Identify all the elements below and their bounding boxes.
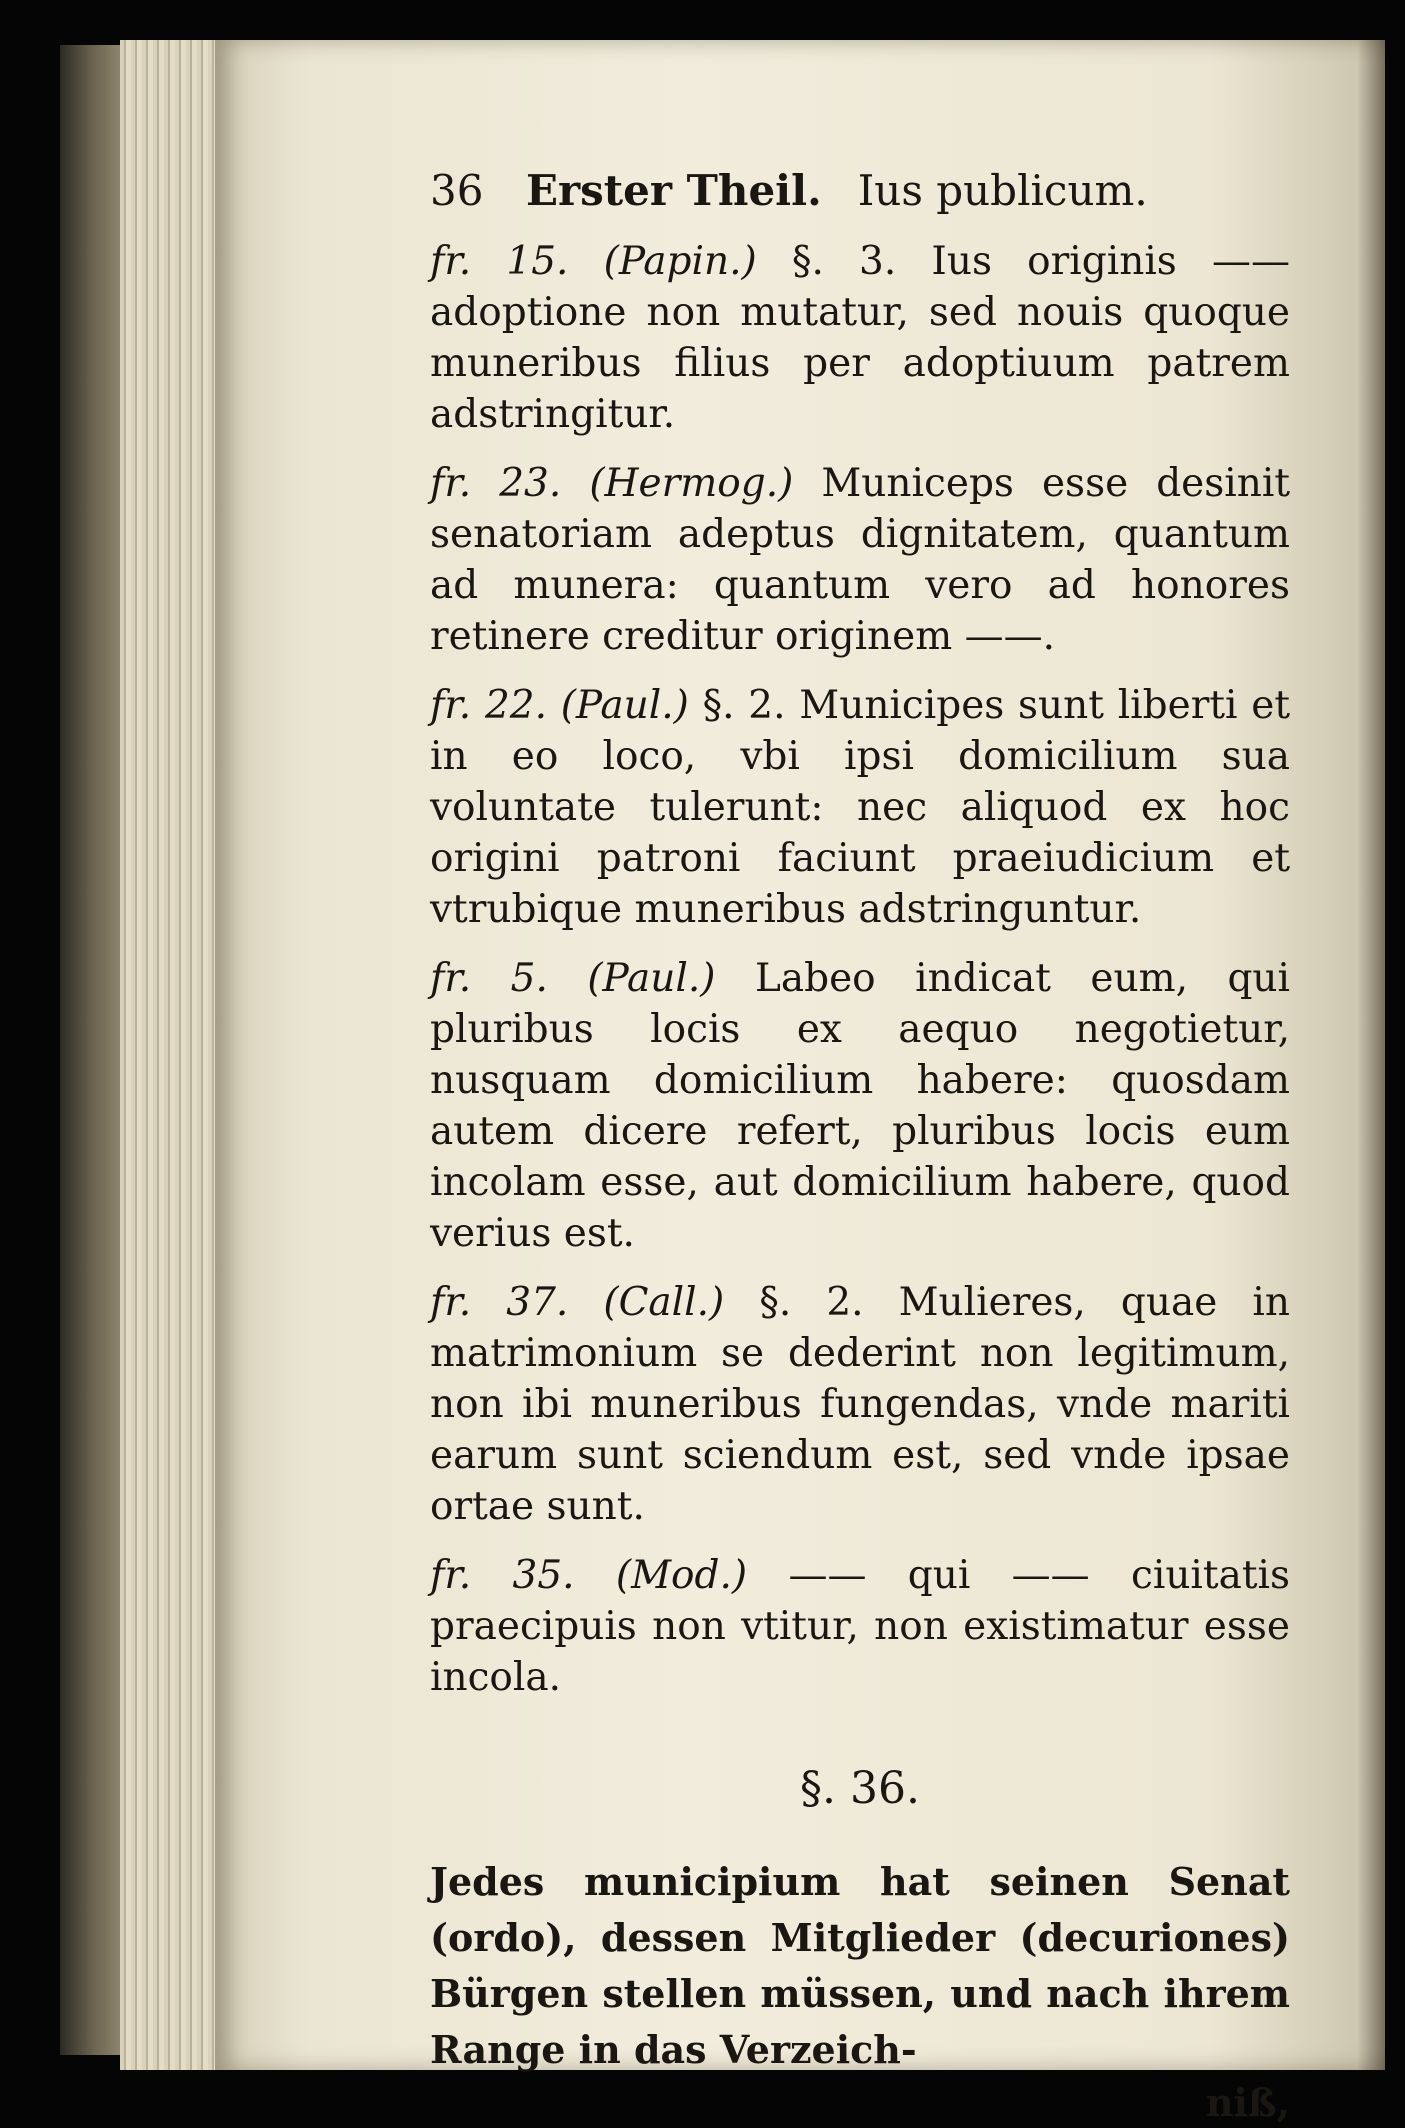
catchword: niß,	[1205, 2080, 1290, 2125]
citation-text: Municeps esse desinit senatoriam adeptus dignitatem, quantum ad munera: quantum vero ad honores retinere creditur originem ——.	[430, 461, 1291, 659]
citation-entry	[430, 1550, 1290, 1703]
section-heading: §. 36.	[800, 1763, 920, 1814]
citation-ref: fr. 23. (Hermog.)	[430, 461, 794, 506]
citation-text: §. 3. Ius originis —— adoptione non mutatur, sed nouis quoque muneribus filius per adoptiuum patrem adstringitur.	[430, 239, 1290, 437]
page-text	[430, 165, 1290, 2128]
gutter-shadow	[1357, 40, 1385, 2070]
citation-text: —— qui —— ciuitatis praecipuis non vtitur, non existimatur esse incola.	[430, 1553, 1290, 1700]
citation-entry	[430, 680, 1290, 935]
citation-ref: fr. 5. (Paul.)	[430, 956, 716, 1001]
citation-entry	[430, 953, 1290, 1259]
citation-entry	[430, 458, 1290, 662]
citation-text: §. 2. Mulieres, quae in matrimonium se dederint non legitimum, non ibi muneribus fungendas, vnde mariti earum sunt sciendum est, sed vnde ipsae ortae sunt.	[430, 1280, 1290, 1529]
german-paragraph: Jedes municipium hat seinen Senat (ordo), dessen Mitglieder (decuriones) Bürgen stellen müssen, und nach ihrem Range in das Verzeich-	[430, 1859, 1290, 2072]
part-title: Erster Theil.	[526, 166, 822, 215]
page-number: 36	[430, 166, 484, 215]
citation-entry	[430, 236, 1290, 440]
citation-ref: fr. 15. (Papin.)	[430, 239, 757, 284]
citation-ref: fr. 37. (Call.)	[430, 1280, 725, 1325]
citation-ref: fr. 35. (Mod.)	[430, 1553, 748, 1598]
running-header	[430, 165, 1290, 216]
citation-entry	[430, 1277, 1290, 1532]
citation-ref: fr. 22. (Paul.)	[430, 683, 689, 728]
citation-text: Labeo indicat eum, qui pluribus locis ex aequo negotietur, nusquam domicilium habere: quosdam autem dicere refert, pluribus locis eum incolam esse, aut domicilium habere, quod verius est.	[430, 956, 1290, 1256]
subject-title: Ius publicum.	[857, 166, 1148, 215]
citation-text: §. 2. Municipes sunt liberti et in eo loco, vbi ipsi domicilium sua voluntate tulerunt: nec aliquod ex hoc origini patroni faciunt praeiudicium et vtrubique muneribus adstringuntur.	[430, 683, 1290, 932]
